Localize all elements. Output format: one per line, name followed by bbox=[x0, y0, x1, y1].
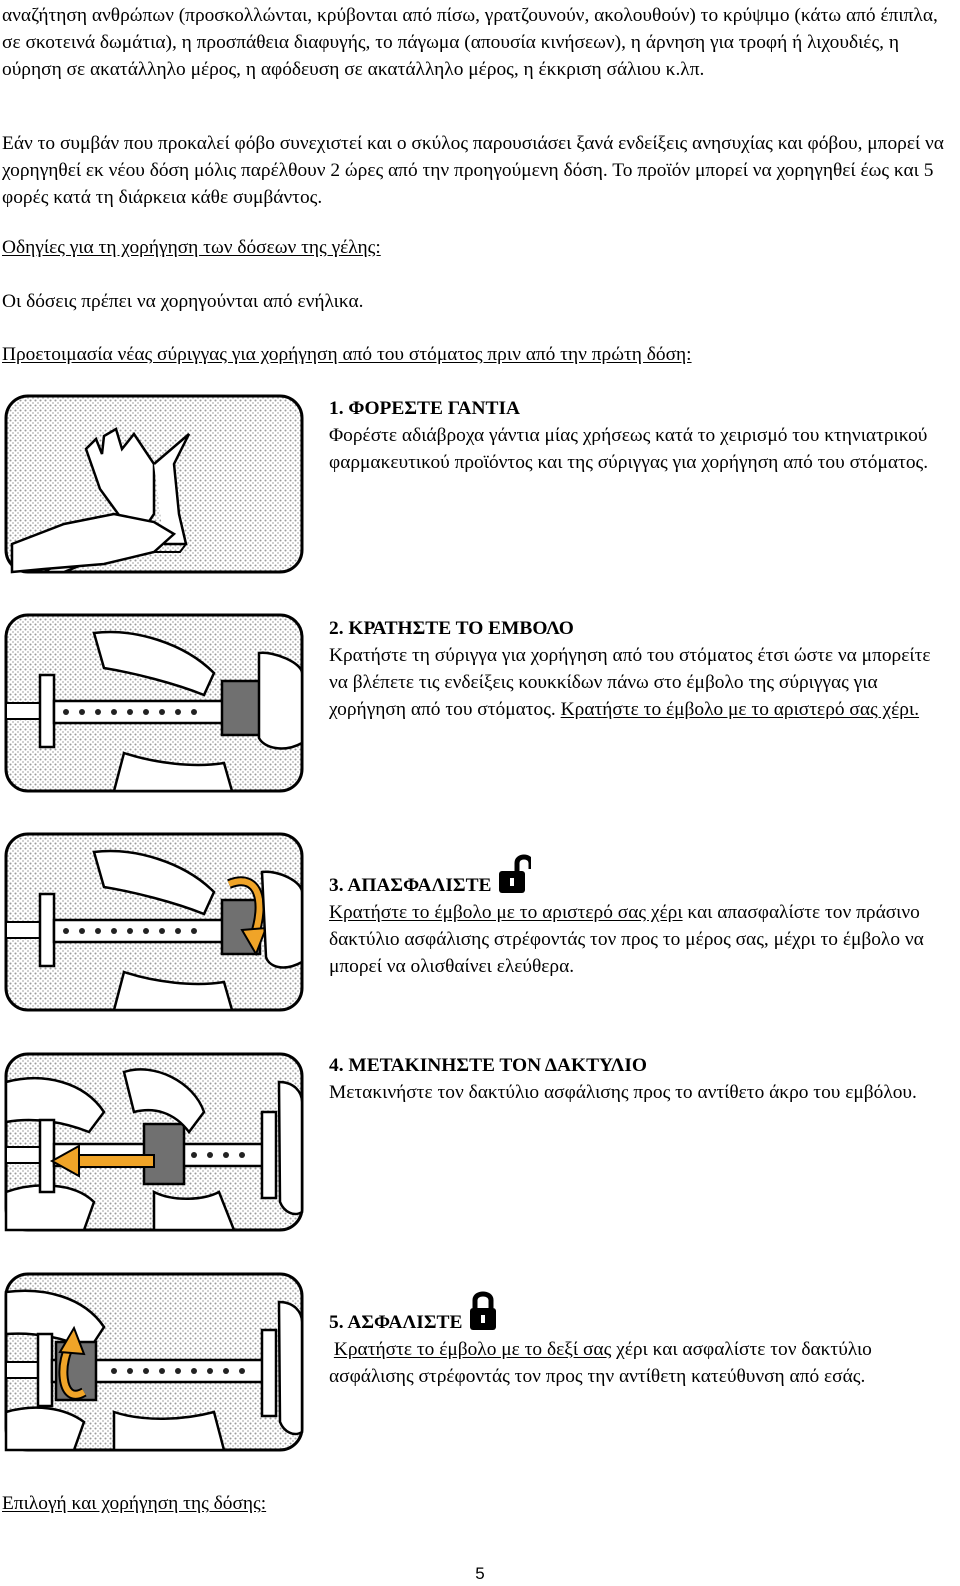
step-4-move-ring-illustration bbox=[4, 1052, 304, 1232]
unlocked-padlock-icon bbox=[497, 853, 531, 895]
adults-note: Οι δόσεις πρέπει να χορηγούνται από ενήλικα. bbox=[2, 291, 364, 312]
step-5-body: χέρι και ασφαλίστε τον δακτύλιο ασφάλισης στρέφοντάς τον προς την αντίθετη κατεύθυνση από εσάς. bbox=[329, 1339, 872, 1387]
step-4-title: 4. ΜΕΤΑΚΙΝΗΣΤΕ ΤΟΝ ΔΑΚΤΥΛΙΟ bbox=[329, 1055, 647, 1076]
locked-padlock-icon bbox=[468, 1290, 498, 1332]
step-3-body: και απασφαλίστε τον πράσινο δακτύλιο ασφάλισης στρέφοντάς τον προς το μέρος σας, μέχρι το έμβολο να μπορεί να ολισθαίνει ελεύθερα. bbox=[329, 902, 924, 977]
syringe-prep-heading: Προετοιμασία νέας σύριγγας για χορήγηση από του στόματος πριν από την πρώτη δόση: bbox=[2, 344, 692, 365]
step-1-title: 1. ΦΟΡΕΣΤΕ ΓΑΝΤΙΑ bbox=[329, 398, 520, 419]
step-2-body: Κρατήστε τη σύριγγα για χορήγηση από του στόματος έτσι ώστε να μπορείτε να βλέπετε τις ενδείξεις κουκκίδων πάνω στο έμβολο της σύριγγας για χορήγηση από του στόματος. bbox=[329, 645, 931, 720]
dose-selection-heading: Επιλογή και χορήγηση της δόσης: bbox=[2, 1493, 267, 1514]
step-1-body: Φορέστε αδιάβροχα γάντια μίας χρήσεως κατά το χειρισμό του κτηνιατρικού φαρμακευτικού προϊόντος και της σύριγγας για χορήγηση από του στόματος. bbox=[329, 425, 929, 473]
step-3-text bbox=[329, 853, 954, 980]
step-4-body: Μετακινήστε τον δακτύλιο ασφάλισης προς το αντίθετο άκρο του εμβόλου. bbox=[329, 1082, 917, 1103]
step-2-body-underlined: Κρατήστε το έμβολο με το αριστερό σας χέρι. bbox=[560, 699, 920, 720]
repeat-dose-paragraph: Εάν το συμβάν που προκαλεί φόβο συνεχιστεί και ο σκύλος παρουσιάσει ξανά ενδείξεις ανησυχίας και φόβου, μπορεί να χορηγηθεί εκ νέου δόση μόλις παρέλθουν 2 ώρες από την προηγούμενη δόση. Το προϊόν μπορεί να χορηγηθεί έως και 5 φορές κατά τη διάρκεια κάθε συμβάντος. bbox=[2, 133, 944, 208]
page-number: 5 bbox=[475, 1564, 485, 1583]
step-2-hold-plunger-illustration bbox=[4, 613, 304, 793]
step-3-unlock-illustration bbox=[4, 832, 304, 1012]
gel-instructions-heading: Οδηγίες για τη χορήγηση των δόσεων της γέλης: bbox=[2, 237, 381, 258]
step-3-body-underlined: Κρατήστε το έμβολο με το αριστερό σας χέρι bbox=[329, 902, 683, 923]
step-2-title: 2. ΚΡΑΤΗΣΤΕ ΤΟ ΕΜΒΟΛΟ bbox=[329, 618, 574, 639]
step-5-lock-illustration bbox=[4, 1272, 304, 1452]
step-5-body-underlined: Κρατήστε το έμβολο με το δεξί σας bbox=[333, 1339, 612, 1360]
step-5-title: 5. ΑΣΦΑΛΙΣΤΕ bbox=[329, 1312, 463, 1333]
step-2-text bbox=[329, 615, 954, 723]
step-3-title: 3. ΑΠΑΣΦΑΛΙΣΤΕ bbox=[329, 875, 492, 896]
step-4-text bbox=[329, 1052, 954, 1106]
step-1-text bbox=[329, 395, 954, 476]
step-1-gloves-illustration bbox=[4, 394, 304, 574]
intro-paragraph: αναζήτηση ανθρώπων (προσκολλώνται, κρύβονται από πίσω, γρατζουνούν, ακολουθούν) το κρύψιμο (κάτω από έπιπλα, σε σκοτεινά δωμάτια), η προσπάθεια διαφυγής, το πάγωμα (απουσία κινήσεων), η άρνηση για τροφή ή λιχουδιές, η ούρηση σε ακατάλληλο μέρος, η αφόδευση σε ακατάλληλο μέρος, η έκκριση σάλιου κ.λπ. bbox=[2, 5, 938, 80]
step-5-text bbox=[329, 1290, 954, 1390]
